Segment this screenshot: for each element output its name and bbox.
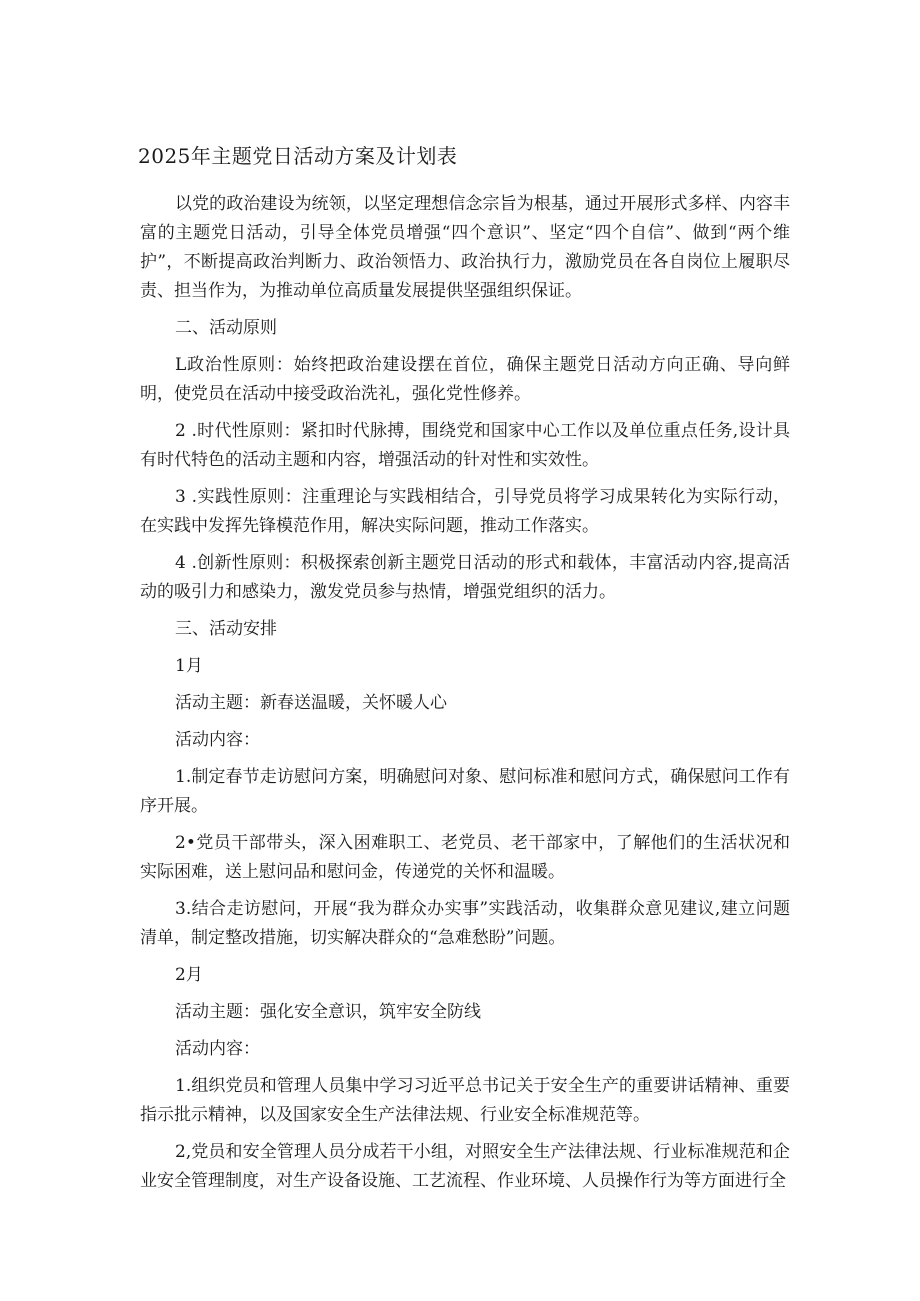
- january-item-3: 3.结合走访慰问，开展“我为群众办实事”实践活动，收集群众意见建议,建立问题清单，制定整改措施，切实解决群众的“急难愁盼”问题。: [140, 899, 790, 948]
- principle-timeliness: 2 .时代性原则：紧扣时代脉搏，围绕党和国家中心工作以及单位重点任务,设计具有时代特色的活动主题和内容，增强活动的针对性和实效性。: [140, 421, 790, 470]
- january-item-2: 2•党员干部带头，深入困难职工、老党员、老干部家中，了解他们的生活状况和实际困难，送上慰问品和慰问金，传递党的关怀和温暖。: [140, 833, 790, 882]
- february-content-label: 活动内容：: [175, 1039, 260, 1059]
- principle-innovation: 4 .创新性原则：积极探索创新主题党日活动的形式和载体，丰富活动内容,提高活动的吸引力和感染力，激发党员参与热情，增强党组织的活力。: [140, 553, 790, 602]
- intro-paragraph: 以党的政治建设为统领，以坚定理想信念宗旨为根基，通过开展形式多样、内容丰富的主题党日活动，引导全体党员增强“四个意识”、坚定“四个自信”、做到“两个维护”，不断提高政治判断力、政治领悟力、政治执行力，激励党员在各自岗位上履职尽责、担当作为，为推动单位高质量发展提供坚强组织保证。: [140, 194, 790, 301]
- february-theme: 活动主题：强化安全意识，筑牢安全防线: [175, 1002, 481, 1022]
- month-heading-february: 2月: [175, 965, 203, 985]
- document-body: [140, 190, 790, 1196]
- month-heading-january: 1月: [175, 656, 203, 676]
- february-item-1: 1.组织党员和管理人员集中学习习近平总书记关于安全生产的重要讲话精神、重要指示批示精神，以及国家安全生产法律法规、行业安全标准规范等。: [140, 1076, 790, 1125]
- january-item-1: 1.制定春节走访慰问方案，明确慰问对象、慰问标准和慰问方式，确保慰问工作有序开展。: [140, 767, 790, 816]
- section-heading-arrangement: 三、活动安排: [175, 619, 277, 639]
- january-content-label: 活动内容：: [175, 730, 260, 750]
- february-item-2: 2,党员和安全管理人员分成若干小组，对照安全生产法律法规、行业标准规范和企业安全管理制度，对生产设备设施、工艺流程、作业环境、人员操作行为等方面进行全: [140, 1142, 790, 1191]
- principle-practice: 3 .实践性原则：注重理论与实践相结合，引导党员将学习成果转化为实际行动，在实践中发挥先锋模范作用，解决实际问题，推动工作落实。: [140, 487, 790, 536]
- section-heading-principles: 二、活动原则: [175, 318, 277, 338]
- document-title: 2025年主题党日活动方案及计划表: [138, 144, 458, 168]
- principle-political: L政治性原则：始终把政治建设摆在首位，确保主题党日活动方向正确、导向鲜明，使党员在活动中接受政治洗礼，强化党性修养。: [140, 355, 790, 404]
- january-theme: 活动主题：新春送温暖，关怀暖人心: [175, 693, 447, 713]
